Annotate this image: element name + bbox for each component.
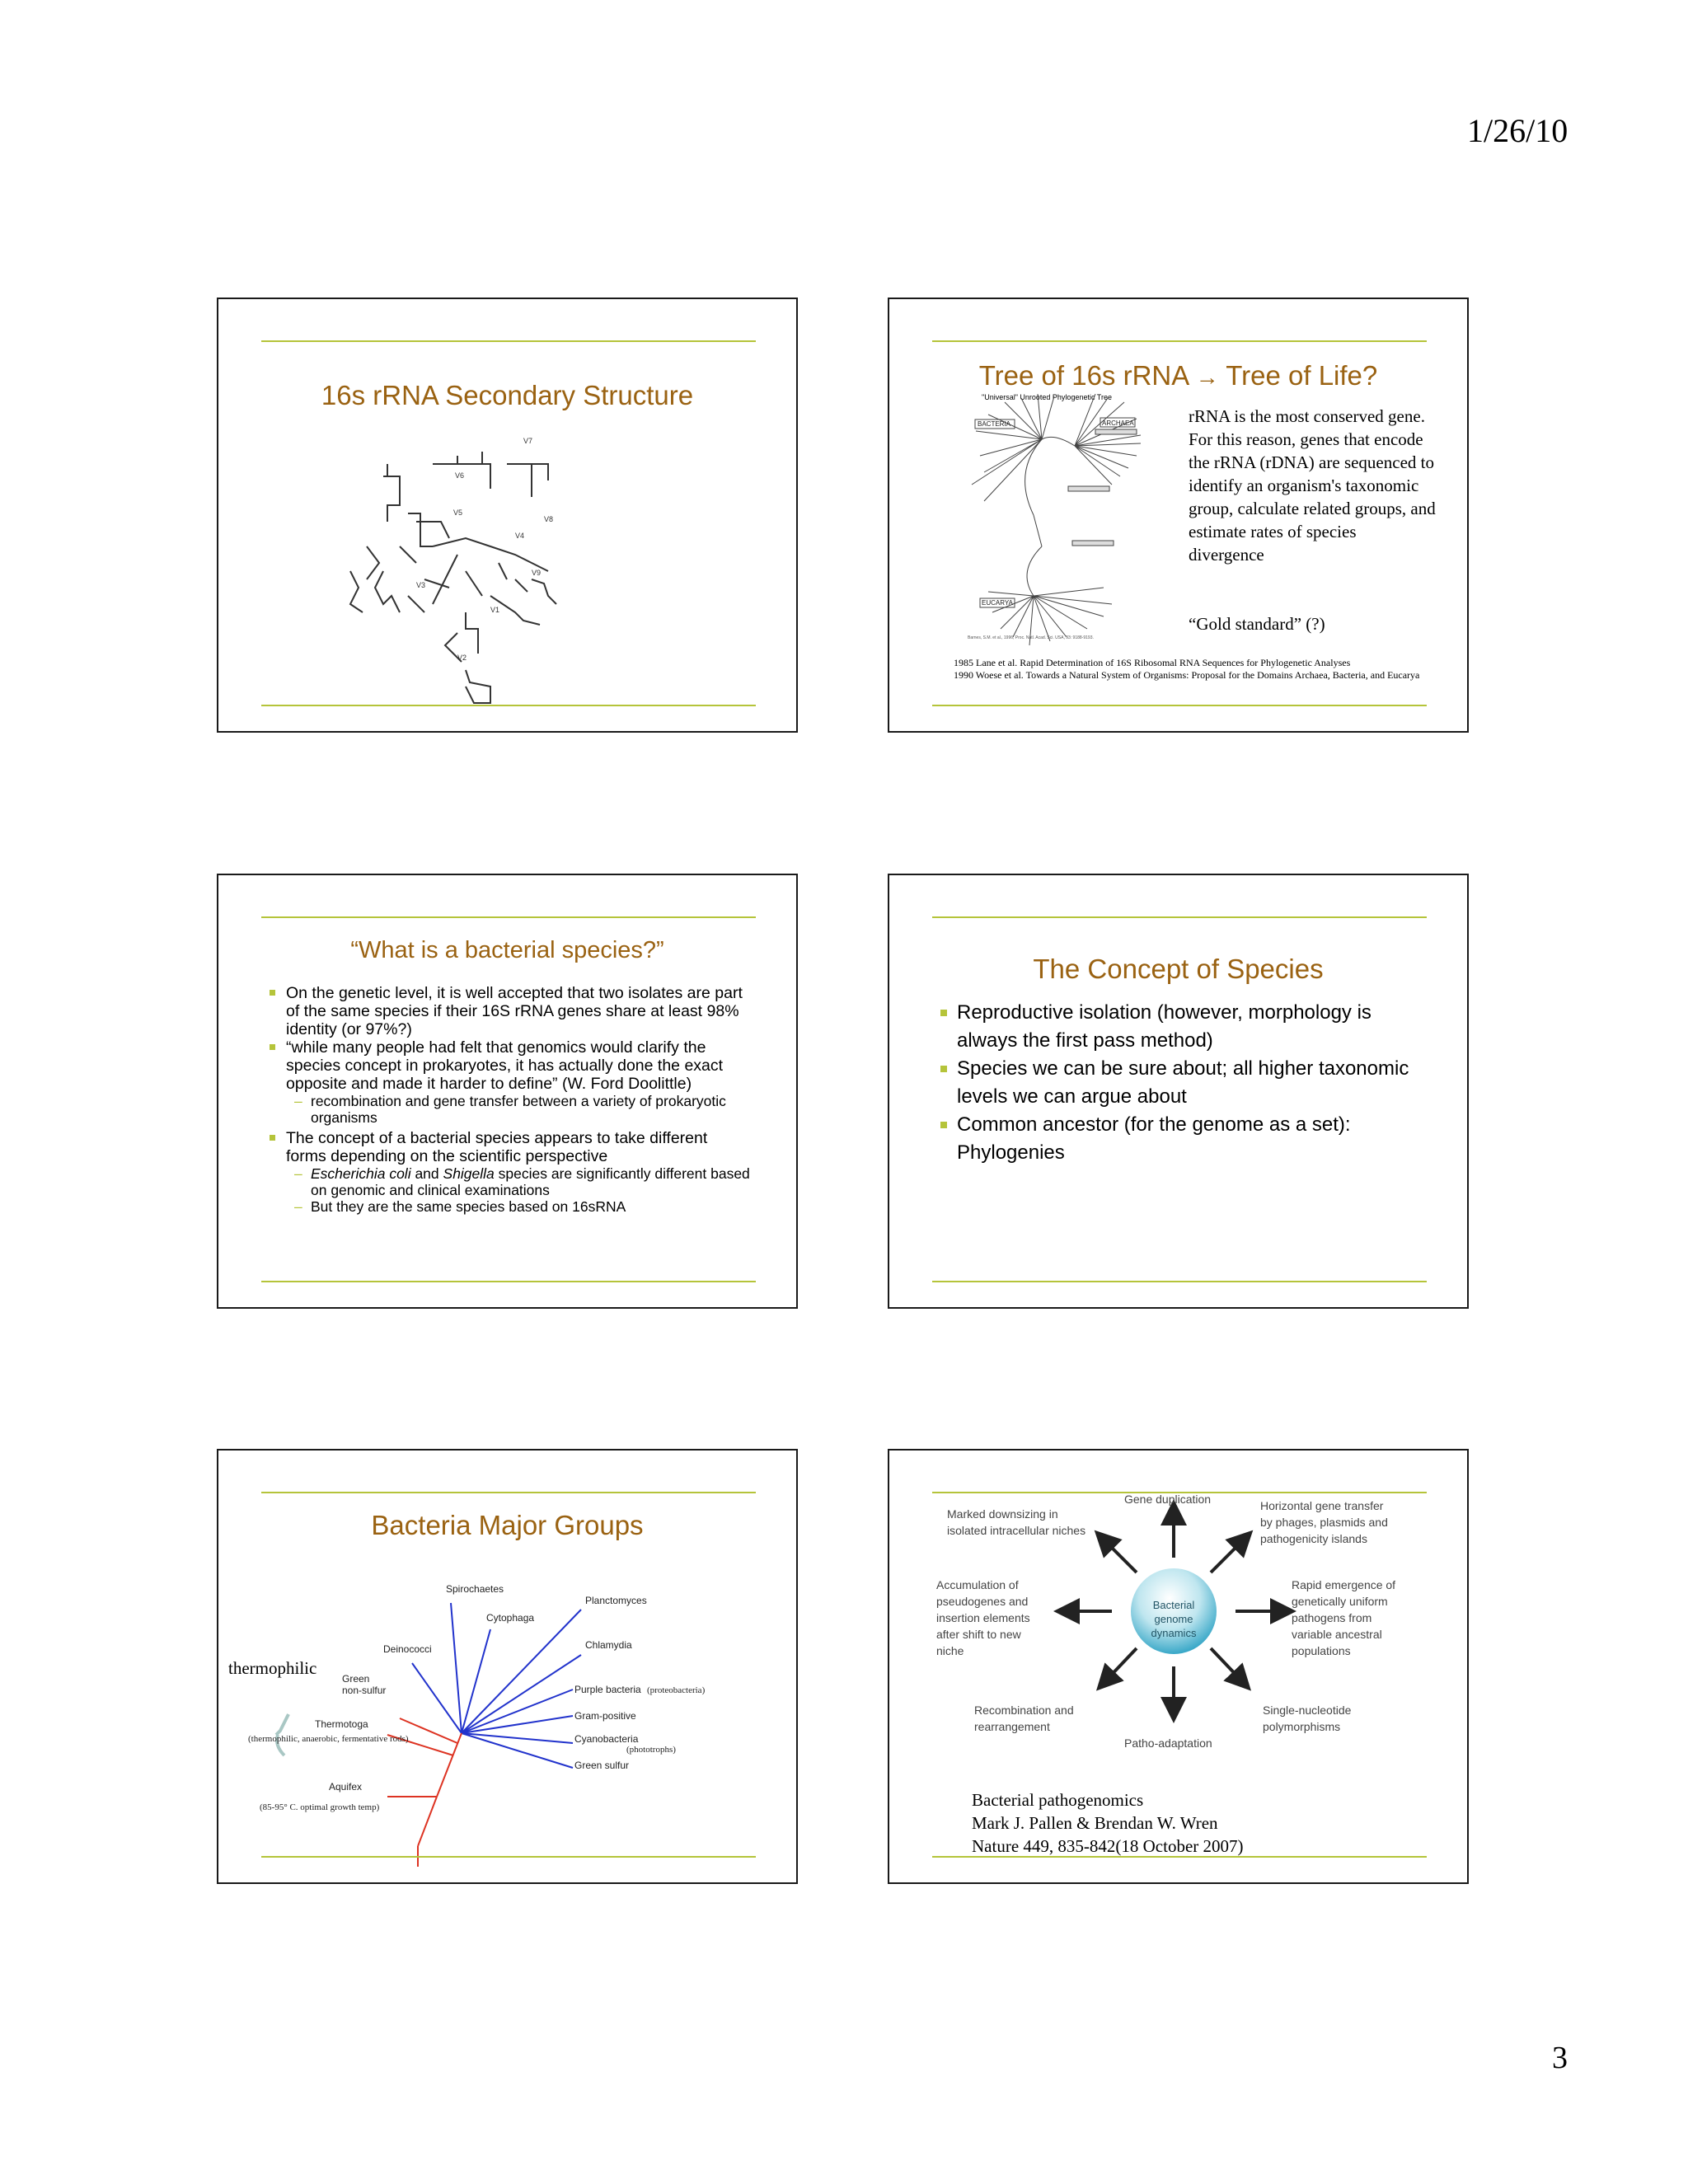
hgt-label: Horizontal gene transfer: [1260, 1499, 1384, 1512]
region-label: V4: [515, 532, 525, 540]
pseudogene-label: insertion elements: [936, 1611, 1030, 1624]
rule-top: [261, 916, 756, 918]
slide-bacteria-groups: [217, 1449, 798, 1884]
region-label: V5: [453, 509, 463, 517]
title-left: Tree of 16s rRNA: [978, 360, 1189, 391]
pseudogene-label: pseudogenes and: [936, 1595, 1029, 1608]
slide-bacterial-species: [217, 874, 798, 1309]
rapid-emergence-label: genetically uniform: [1292, 1595, 1388, 1608]
region-label: V6: [455, 471, 465, 480]
helix-branches: [400, 546, 528, 612]
thermotoga-note: (thermophilic, anaerobic, fermentative rods): [248, 1734, 409, 1744]
reference-1: 1985 Lane et al. Rapid Determination of 16S Ribosomal RNA Sequences for Phylogenetic Analyses: [954, 657, 1351, 668]
slide-concept-of-species: [888, 874, 1469, 1309]
group-label: Cytophaga: [486, 1612, 535, 1624]
center-label: dynamics: [1151, 1627, 1197, 1639]
helix-v6: [383, 464, 400, 522]
references: [954, 657, 1432, 682]
rapid-emergence-label: pathogens from: [1292, 1611, 1372, 1624]
patho-adaptation-label: Patho-adaptation: [1124, 1736, 1212, 1750]
rule-bottom: [932, 1281, 1427, 1282]
slide-16s-structure: [217, 298, 798, 733]
downsizing-label: Marked downsizing in: [947, 1507, 1058, 1521]
rule-top: [932, 916, 1427, 918]
slide-title: 16s rRNA Secondary Structure: [321, 380, 694, 410]
aquifex-note: (85-95° C. optimal growth temp): [260, 1802, 380, 1812]
rapid-emergence-label: Rapid emergence of: [1292, 1578, 1396, 1591]
sub-bullet-item: – Escherichia coli and Shigella species are significantly different based on genomic and clinical examinations: [294, 1165, 750, 1198]
genome-dynamics-sphere: [1131, 1568, 1217, 1654]
pseudogene-label: Accumulation of: [936, 1578, 1019, 1591]
group-label: Cyanobacteria: [574, 1733, 639, 1745]
pseudogene-label: after shift to new: [936, 1628, 1021, 1641]
tree-label-bacteria: BACTERIA: [978, 420, 1011, 428]
citation-journal: Nature 449, 835-842(18 October 2007): [972, 1836, 1244, 1856]
snp-label: Single-nucleotide: [1263, 1704, 1352, 1717]
snp-label: polymorphisms: [1263, 1720, 1341, 1733]
handout-date: 1/26/10: [1467, 112, 1568, 149]
blue-branches: [412, 1603, 581, 1768]
tree-label-eucarya: EUCARYA: [982, 599, 1013, 607]
citation-title: Bacterial pathogenomics: [972, 1790, 1144, 1810]
tree-caption: "Universal" Unrooted Phylogenetic Tree: [982, 393, 1112, 401]
proteo-note: (proteobacteria): [647, 1685, 706, 1695]
center-label: Bacterial: [1152, 1599, 1195, 1611]
citation: [972, 1788, 1244, 1858]
reference-2: 1990 Woese et al. Towards a Natural System of Organisms: Proposal for the Domains Archaea, Bacteria, and Eucarya: [954, 669, 1420, 681]
thermophilic-label: thermophilic: [228, 1658, 317, 1678]
group-label: Deinococci: [383, 1643, 432, 1655]
helix-v3: [375, 571, 400, 612]
rule-bottom: [261, 1856, 756, 1858]
center-label: genome: [1154, 1613, 1193, 1625]
region-label: V3: [416, 581, 426, 589]
group-label: Aquifex: [329, 1781, 363, 1793]
group-label: non-sulfur: [342, 1685, 387, 1696]
slide-tree-of-life: [888, 298, 1469, 733]
bullet-item: Common ancestor (for the genome as a set): Phylogenies: [957, 1111, 1423, 1167]
bullet-item: Species we can be sure about; all higher taxonomic levels we can argue about: [957, 1055, 1423, 1111]
rapid-emergence-label: variable ancestral: [1292, 1628, 1382, 1641]
citation-authors: Mark J. Pallen & Brendan W. Wren: [972, 1813, 1218, 1833]
rrna-description: rRNA is the most conserved gene. For this reason, genes that encode the rRNA (rDNA) are sequenced to identify an organism's taxonomic group, calculate related groups, and estimate rates of species divergence: [1189, 406, 1436, 565]
gene-duplication-label: Gene duplication: [1124, 1493, 1212, 1506]
hgt-label: by phages, plasmids and: [1260, 1516, 1388, 1529]
group-label: Purple bacteria: [574, 1684, 641, 1695]
region-label: V8: [544, 515, 554, 523]
rule-bottom: [932, 1856, 1427, 1858]
gold-standard: “Gold standard” (?): [1189, 614, 1325, 634]
group-label: Green sulfur: [574, 1760, 630, 1771]
photo-note: (phototrophs): [626, 1745, 676, 1755]
bullet-list: [957, 999, 1423, 1167]
region-label: V1: [490, 606, 500, 614]
downsizing-label: isolated intracellular niches: [947, 1524, 1086, 1537]
rule-bottom: [261, 705, 756, 706]
page-number: 3: [1552, 2041, 1568, 2075]
helix-v5: [408, 513, 449, 546]
rule-bottom: [261, 1281, 756, 1282]
helix-v4: [433, 555, 482, 604]
title-right: Tree of Life?: [1226, 360, 1378, 391]
rule-bottom: [932, 705, 1427, 706]
bullet-item: The concept of a bacterial species appears to take different forms depending on the scientific perspective: [286, 1129, 752, 1165]
helix-v7: [433, 452, 490, 489]
group-label: Planctomyces: [585, 1595, 647, 1606]
helix-center: [433, 538, 548, 571]
bullet-item: Reproductive isolation (however, morphology is always the first pass method): [957, 999, 1423, 1055]
sub-bullet-item: – recombination and gene transfer between a variety of prokaryotic organisms: [294, 1093, 726, 1126]
recombination-label: rearrangement: [974, 1720, 1050, 1733]
slide-title: Bacteria Major Groups: [371, 1510, 644, 1540]
region-label: V2: [457, 654, 467, 662]
recombination-label: Recombination and: [974, 1704, 1074, 1717]
hgt-label: pathogenicity islands: [1260, 1532, 1367, 1545]
helix-v7-right: [507, 464, 548, 497]
group-label: Thermotoga: [315, 1718, 368, 1730]
bullet-item: “while many people had felt that genomics would clarify the species concept in prokaryotes, it has actually done the exact opposite and made it harder to define” (W. Ford Doolittle): [286, 1038, 752, 1093]
bullet-list: [286, 984, 752, 1215]
region-label: V9: [532, 569, 542, 577]
sub-bullet-item: – But they are the same species based on 16sRNA: [294, 1198, 626, 1215]
helix-v8: [532, 579, 556, 604]
slide-genome-dynamics: [888, 1449, 1469, 1884]
rapid-emergence-label: populations: [1292, 1644, 1351, 1657]
helix-left: [350, 546, 379, 612]
tree-label-archaea: ARCHAEA: [1102, 419, 1134, 427]
slide-title: The Concept of Species: [1033, 954, 1324, 984]
tree-source: Barnes, S.M. et al., 1996, Proc. Natl. Acad. Sci. USA, 93: 9188-9193.: [968, 635, 1094, 640]
bullet-item: On the genetic level, it is well accepted that two isolates are part of the same species if their 16S rRNA genes share at least 98% identity (or 97%?): [286, 984, 752, 1038]
group-label: Green: [342, 1673, 370, 1685]
helix-v2: [466, 670, 490, 703]
group-label: Gram-positive: [574, 1710, 636, 1722]
group-label: Spirochaetes: [446, 1583, 504, 1595]
pseudogene-label: niche: [936, 1644, 964, 1657]
region-label: V7: [523, 437, 533, 445]
arrow-icon: →: [1195, 364, 1219, 390]
slide-title: “What is a bacterial species?”: [350, 937, 664, 963]
group-label: Chlamydia: [585, 1639, 632, 1651]
rrna-structure-diagram: [218, 299, 799, 734]
